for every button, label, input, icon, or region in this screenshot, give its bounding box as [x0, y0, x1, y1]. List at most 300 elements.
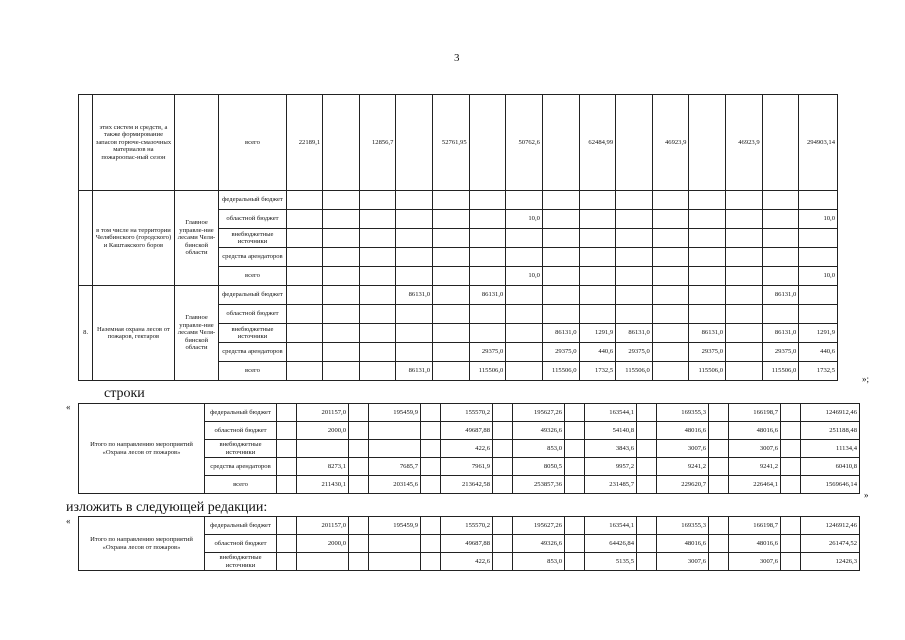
- measure-name: Наземная охрана лесов от пожаров, гектаров: [93, 286, 174, 381]
- value-cell: [433, 210, 470, 229]
- funding-source: федеральный бюджет: [219, 286, 286, 305]
- value-cell: [506, 286, 543, 305]
- value-cell: [616, 286, 653, 305]
- value-cell: [349, 517, 369, 535]
- value-cell: [542, 286, 579, 305]
- program-table-top: [78, 94, 838, 381]
- value-cell: 12856,7: [359, 95, 396, 191]
- edit-label: изложить в следующей редакции:: [66, 500, 268, 515]
- value-cell: 115506,0: [689, 362, 726, 381]
- value-cell: [565, 458, 585, 476]
- value-cell: [689, 305, 726, 324]
- value-cell: 115506,0: [616, 362, 653, 381]
- value-cell: [323, 305, 360, 324]
- funding-source: всего: [205, 476, 277, 494]
- value-cell: [349, 440, 369, 458]
- value-cell: [652, 305, 689, 324]
- value-cell: [579, 267, 616, 286]
- value-cell: 48016,6: [657, 535, 709, 553]
- value-cell: [579, 191, 616, 210]
- value-cell: [277, 553, 297, 571]
- value-cell: [323, 343, 360, 362]
- value-cell: [637, 422, 657, 440]
- value-cell: 9241,2: [657, 458, 709, 476]
- funding-source: федеральный бюджет: [219, 191, 286, 210]
- value-cell: [542, 305, 579, 324]
- value-cell: 163544,1: [585, 404, 637, 422]
- value-cell: [359, 362, 396, 381]
- value-cell: [469, 324, 506, 343]
- value-cell: [726, 229, 763, 248]
- value-cell: 853,0: [513, 440, 565, 458]
- value-cell: [579, 286, 616, 305]
- value-cell: [277, 404, 297, 422]
- value-cell: [652, 267, 689, 286]
- value-cell: [359, 248, 396, 267]
- value-cell: [323, 210, 360, 229]
- value-cell: [637, 440, 657, 458]
- value-cell: [762, 210, 799, 229]
- value-cell: [652, 286, 689, 305]
- value-cell: [781, 422, 801, 440]
- value-cell: [433, 267, 470, 286]
- value-cell: 10,0: [799, 267, 838, 286]
- value-cell: 251188,48: [801, 422, 860, 440]
- value-cell: [565, 422, 585, 440]
- value-cell: [286, 324, 323, 343]
- value-cell: [421, 553, 441, 571]
- value-cell: [286, 191, 323, 210]
- value-cell: [469, 248, 506, 267]
- value-cell: [421, 535, 441, 553]
- value-cell: 422,6: [441, 553, 493, 571]
- value-cell: [726, 191, 763, 210]
- value-cell: 29375,0: [469, 343, 506, 362]
- value-cell: 211430,1: [297, 476, 349, 494]
- value-cell: 9241,2: [729, 458, 781, 476]
- value-cell: [349, 404, 369, 422]
- value-cell: [689, 286, 726, 305]
- funding-source: внебюджетные источники: [205, 553, 277, 571]
- value-cell: [506, 191, 543, 210]
- total-table-new: [78, 516, 860, 571]
- value-cell: [506, 229, 543, 248]
- value-cell: [726, 343, 763, 362]
- close-quote-top: »;: [862, 374, 870, 384]
- value-cell: [565, 440, 585, 458]
- value-cell: 1246912,46: [801, 404, 860, 422]
- value-cell: [277, 476, 297, 494]
- value-cell: [637, 553, 657, 571]
- value-cell: [493, 517, 513, 535]
- value-cell: [369, 553, 421, 571]
- value-cell: [433, 324, 470, 343]
- value-cell: 11134,4: [801, 440, 860, 458]
- value-cell: [421, 422, 441, 440]
- value-cell: 226464,1: [729, 476, 781, 494]
- value-cell: 12426,3: [801, 553, 860, 571]
- value-cell: [433, 286, 470, 305]
- value-cell: 3007,6: [657, 553, 709, 571]
- value-cell: 54140,8: [585, 422, 637, 440]
- value-cell: [637, 458, 657, 476]
- value-cell: 86131,0: [396, 362, 433, 381]
- value-cell: [726, 362, 763, 381]
- value-cell: 86131,0: [542, 324, 579, 343]
- value-cell: 49326,6: [513, 422, 565, 440]
- value-cell: [349, 553, 369, 571]
- executor-cell: [174, 95, 219, 191]
- value-cell: [799, 229, 838, 248]
- value-cell: [323, 286, 360, 305]
- value-cell: 3007,6: [729, 553, 781, 571]
- value-cell: 166198,7: [729, 404, 781, 422]
- value-cell: [323, 229, 360, 248]
- value-cell: 1569646,14: [801, 476, 860, 494]
- value-cell: 2000,0: [297, 535, 349, 553]
- open-quote-2: «: [66, 516, 71, 526]
- value-cell: [359, 343, 396, 362]
- value-cell: [565, 517, 585, 535]
- value-cell: 853,0: [513, 553, 565, 571]
- funding-source: федеральный бюджет: [205, 404, 277, 422]
- value-cell: [469, 267, 506, 286]
- value-cell: 2000,0: [297, 422, 349, 440]
- value-cell: [652, 362, 689, 381]
- value-cell: [396, 95, 433, 191]
- value-cell: [433, 343, 470, 362]
- value-cell: [506, 362, 543, 381]
- value-cell: [433, 305, 470, 324]
- value-cell: [433, 191, 470, 210]
- value-cell: [421, 458, 441, 476]
- value-cell: [323, 267, 360, 286]
- value-cell: 3843,6: [585, 440, 637, 458]
- value-cell: [493, 422, 513, 440]
- value-cell: [652, 343, 689, 362]
- value-cell: 440,6: [799, 343, 838, 362]
- value-cell: 86131,0: [469, 286, 506, 305]
- funding-source: федеральный бюджет: [205, 517, 277, 535]
- value-cell: [689, 229, 726, 248]
- value-cell: [542, 210, 579, 229]
- value-cell: [781, 476, 801, 494]
- value-cell: 1732,5: [799, 362, 838, 381]
- value-cell: [286, 248, 323, 267]
- value-cell: 60410,8: [801, 458, 860, 476]
- value-cell: [469, 210, 506, 229]
- value-cell: [506, 324, 543, 343]
- value-cell: [493, 458, 513, 476]
- value-cell: 29375,0: [689, 343, 726, 362]
- value-cell: [616, 267, 653, 286]
- value-cell: [469, 305, 506, 324]
- value-cell: 52761,95: [433, 95, 470, 191]
- value-cell: [616, 305, 653, 324]
- value-cell: [762, 229, 799, 248]
- executor-name: Главное управле-ние лесами Челя-бинской области: [174, 191, 219, 286]
- value-cell: 5135,5: [585, 553, 637, 571]
- value-cell: [781, 517, 801, 535]
- value-cell: [493, 553, 513, 571]
- value-cell: [277, 517, 297, 535]
- value-cell: [359, 324, 396, 343]
- value-cell: [689, 191, 726, 210]
- value-cell: 1291,9: [799, 324, 838, 343]
- value-cell: [579, 248, 616, 267]
- value-cell: 253857,36: [513, 476, 565, 494]
- value-cell: [359, 191, 396, 210]
- value-cell: [297, 553, 349, 571]
- funding-source: всего: [219, 267, 286, 286]
- value-cell: [726, 324, 763, 343]
- value-cell: [709, 553, 729, 571]
- value-cell: [323, 362, 360, 381]
- value-cell: 115506,0: [762, 362, 799, 381]
- funding-source: внебюджетные источники: [219, 324, 286, 343]
- value-cell: 115506,0: [542, 362, 579, 381]
- value-cell: [286, 229, 323, 248]
- value-cell: [493, 440, 513, 458]
- value-cell: 86131,0: [396, 286, 433, 305]
- value-cell: 3007,6: [657, 440, 709, 458]
- funding-source: областной бюджет: [219, 305, 286, 324]
- value-cell: [421, 440, 441, 458]
- value-cell: [359, 267, 396, 286]
- open-quote-1: «: [66, 402, 71, 412]
- value-cell: 169355,3: [657, 404, 709, 422]
- value-cell: [359, 210, 396, 229]
- value-cell: 49687,88: [441, 535, 493, 553]
- value-cell: [396, 210, 433, 229]
- value-cell: 8050,5: [513, 458, 565, 476]
- measure-name: в том числе на территории Челябинского (городского) и Каштакского боров: [93, 191, 174, 286]
- value-cell: [493, 535, 513, 553]
- value-cell: [396, 191, 433, 210]
- value-cell: 169355,3: [657, 517, 709, 535]
- value-cell: 7685,7: [369, 458, 421, 476]
- value-cell: 163544,1: [585, 517, 637, 535]
- value-cell: [726, 305, 763, 324]
- value-cell: [652, 210, 689, 229]
- value-cell: [781, 440, 801, 458]
- row-number-cell: [79, 95, 93, 191]
- value-cell: [709, 458, 729, 476]
- funding-source: внебюджетные источники: [219, 229, 286, 248]
- value-cell: [493, 404, 513, 422]
- value-cell: 48016,6: [729, 422, 781, 440]
- value-cell: [637, 404, 657, 422]
- value-cell: 7961,9: [441, 458, 493, 476]
- value-cell: 195627,26: [513, 404, 565, 422]
- value-cell: 229620,7: [657, 476, 709, 494]
- value-cell: 201157,0: [297, 517, 349, 535]
- funding-source: областной бюджет: [205, 422, 277, 440]
- value-cell: [579, 229, 616, 248]
- value-cell: 195459,9: [369, 517, 421, 535]
- value-cell: [506, 343, 543, 362]
- total-label: Итого по направлению мероприятий «Охрана лесов от пожаров»: [79, 404, 205, 494]
- page-number: 3: [454, 52, 460, 64]
- value-cell: [652, 229, 689, 248]
- value-cell: 48016,6: [657, 422, 709, 440]
- value-cell: [637, 476, 657, 494]
- value-cell: [349, 535, 369, 553]
- value-cell: [349, 458, 369, 476]
- value-cell: [637, 535, 657, 553]
- value-cell: [579, 305, 616, 324]
- value-cell: 86131,0: [762, 324, 799, 343]
- value-cell: [323, 248, 360, 267]
- value-cell: [469, 95, 506, 191]
- value-cell: [349, 476, 369, 494]
- row-number-cell: [79, 191, 93, 286]
- close-quote-1: »: [864, 490, 869, 500]
- value-cell: 29375,0: [542, 343, 579, 362]
- value-cell: 203145,6: [369, 476, 421, 494]
- value-cell: 8273,1: [297, 458, 349, 476]
- executor-name: Главное управле-ние лесами Челя-бинской области: [174, 286, 219, 381]
- value-cell: [396, 229, 433, 248]
- value-cell: [396, 267, 433, 286]
- value-cell: [277, 422, 297, 440]
- value-cell: [579, 210, 616, 229]
- value-cell: [433, 248, 470, 267]
- value-cell: [709, 535, 729, 553]
- value-cell: 201157,0: [297, 404, 349, 422]
- value-cell: [616, 95, 653, 191]
- value-cell: [565, 404, 585, 422]
- total-label: Итого по направлению мероприятий «Охрана лесов от пожаров»: [79, 517, 205, 571]
- value-cell: 440,6: [579, 343, 616, 362]
- value-cell: [689, 95, 726, 191]
- total-table-current: [78, 403, 860, 494]
- value-cell: [506, 248, 543, 267]
- funding-source: внебюджетные источники: [205, 440, 277, 458]
- value-cell: [689, 210, 726, 229]
- value-cell: [396, 305, 433, 324]
- value-cell: [506, 305, 543, 324]
- value-cell: [616, 191, 653, 210]
- value-cell: [542, 95, 579, 191]
- value-cell: 46923,9: [726, 95, 763, 191]
- value-cell: 48016,6: [729, 535, 781, 553]
- value-cell: [542, 229, 579, 248]
- value-cell: [781, 535, 801, 553]
- value-cell: [726, 286, 763, 305]
- value-cell: 294903,14: [799, 95, 838, 191]
- value-cell: [369, 440, 421, 458]
- value-cell: [726, 267, 763, 286]
- value-cell: 64426,84: [585, 535, 637, 553]
- value-cell: [396, 343, 433, 362]
- value-cell: [369, 422, 421, 440]
- value-cell: 1291,9: [579, 324, 616, 343]
- funding-source: средства арендаторов: [219, 248, 286, 267]
- value-cell: 29375,0: [762, 343, 799, 362]
- value-cell: 195627,26: [513, 517, 565, 535]
- value-cell: [689, 267, 726, 286]
- value-cell: [469, 229, 506, 248]
- value-cell: [637, 517, 657, 535]
- value-cell: 46923,9: [652, 95, 689, 191]
- value-cell: 115506,0: [469, 362, 506, 381]
- value-cell: [709, 422, 729, 440]
- value-cell: [349, 422, 369, 440]
- value-cell: [652, 248, 689, 267]
- value-cell: [799, 191, 838, 210]
- value-cell: 155570,2: [441, 517, 493, 535]
- value-cell: [616, 210, 653, 229]
- value-cell: [781, 553, 801, 571]
- funding-source: областной бюджет: [205, 535, 277, 553]
- funding-source: всего: [219, 95, 286, 191]
- value-cell: [421, 404, 441, 422]
- value-cell: [652, 191, 689, 210]
- value-cell: 213642,58: [441, 476, 493, 494]
- value-cell: [277, 458, 297, 476]
- value-cell: [726, 210, 763, 229]
- value-cell: [781, 404, 801, 422]
- value-cell: 10,0: [506, 210, 543, 229]
- value-cell: [542, 267, 579, 286]
- value-cell: 49326,6: [513, 535, 565, 553]
- value-cell: 3007,6: [729, 440, 781, 458]
- value-cell: [762, 248, 799, 267]
- value-cell: [433, 362, 470, 381]
- value-cell: 1732,5: [579, 362, 616, 381]
- value-cell: [709, 476, 729, 494]
- value-cell: 86131,0: [689, 324, 726, 343]
- value-cell: [799, 248, 838, 267]
- value-cell: 10,0: [799, 210, 838, 229]
- value-cell: [799, 286, 838, 305]
- measure-name: этих систем и средств, а также формирование запасов горюче-смазочных материалов на пожароопас-ный сезон: [93, 95, 174, 191]
- value-cell: 29375,0: [616, 343, 653, 362]
- funding-source: средства арендаторов: [219, 343, 286, 362]
- value-cell: [277, 535, 297, 553]
- value-cell: [762, 191, 799, 210]
- value-cell: [369, 535, 421, 553]
- value-cell: [277, 440, 297, 458]
- value-cell: [286, 267, 323, 286]
- value-cell: [359, 305, 396, 324]
- funding-source: всего: [219, 362, 286, 381]
- value-cell: [469, 191, 506, 210]
- value-cell: 10,0: [506, 267, 543, 286]
- value-cell: [396, 248, 433, 267]
- value-cell: 86131,0: [616, 324, 653, 343]
- value-cell: [565, 476, 585, 494]
- value-cell: [762, 95, 799, 191]
- value-cell: 22189,1: [286, 95, 323, 191]
- value-cell: [359, 229, 396, 248]
- value-cell: [689, 248, 726, 267]
- value-cell: [799, 305, 838, 324]
- value-cell: 422,6: [441, 440, 493, 458]
- value-cell: [396, 324, 433, 343]
- funding-source: средства арендаторов: [205, 458, 277, 476]
- value-cell: 195459,9: [369, 404, 421, 422]
- value-cell: 261474,52: [801, 535, 860, 553]
- value-cell: [286, 305, 323, 324]
- value-cell: [565, 553, 585, 571]
- value-cell: [762, 305, 799, 324]
- value-cell: [433, 229, 470, 248]
- value-cell: [286, 286, 323, 305]
- value-cell: [286, 343, 323, 362]
- value-cell: [493, 476, 513, 494]
